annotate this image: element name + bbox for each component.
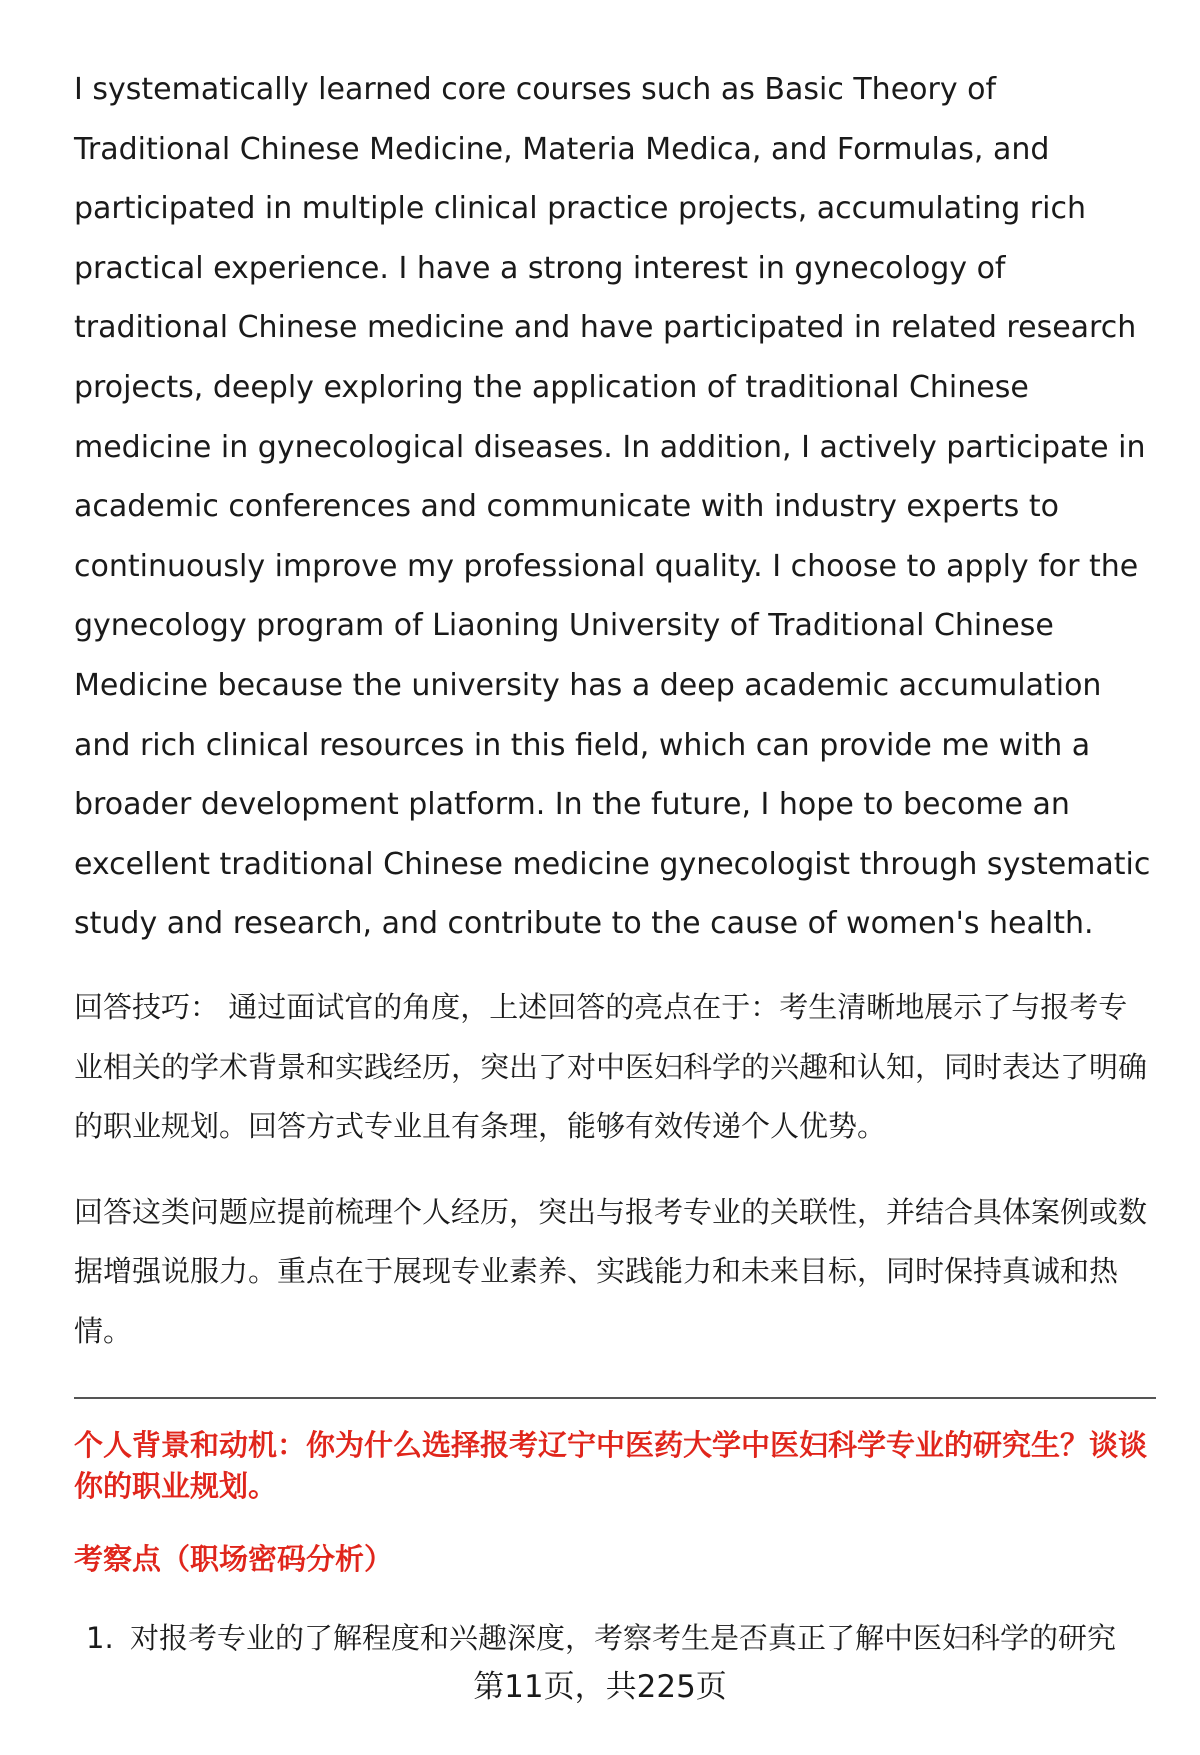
page-footer: 第11页，共225页 (473, 1669, 727, 1705)
document-page (74, 60, 1156, 1659)
section-divider (74, 1397, 1156, 1399)
interview-question: 个人背景和动机：你为什么选择报考辽宁中医药大学中医妇科学专业的研究生？谈谈你的职业规划。 (74, 1428, 1148, 1504)
list-item-number: 1. (86, 1621, 114, 1656)
answer-tips-paragraph: 回答技巧： 通过面试官的角度，上述回答的亮点在于：考生清晰地展示了与报考专业相关的学术背景和实践经历，突出了对中医妇科学的兴趣和认知，同时表达了明确的职业规划。回答方式专业且有条理，能够有效传递个人优势。 (74, 989, 1148, 1144)
list-item (74, 1618, 1156, 1659)
section-title: 考察点（职场密码分析） (74, 1542, 394, 1577)
answer-paragraph-english: I systematically learned core courses such as Basic Theory of Traditional Chinese Medicine, Materia Medica, and Formulas, and participated in multiple clinical practice projects, accumulating rich practical experience. I have a strong interest in gynecology of traditional Chinese medicine and have participated in related research projects, deeply exploring the application of traditional Chinese medicine in gynecological diseases. In addition, I actively participate in academic conferences and communicate with industry experts to continuously improve my professional quality. I choose to apply for the gynecology program of Liaoning University of Traditional Chinese Medicine because the university has a deep academic accumulation and rich clinical resources in this field, which can provide me with a broader development platform. In the future, I hope to become an excellent traditional Chinese medicine gynecologist through systematic study and research, and contribute to the cause of women's health. (74, 72, 1151, 942)
answer-advice-paragraph: 回答这类问题应提前梳理个人经历，突出与报考专业的关联性，并结合具体案例或数据增强说服力。重点在于展现专业素养、实践能力和未来目标，同时保持真诚和热情。 (74, 1194, 1148, 1348)
list-item-text: 对报考专业的了解程度和兴趣深度，考察考生是否真正了解中医妇科学的研究 (130, 1621, 1117, 1656)
